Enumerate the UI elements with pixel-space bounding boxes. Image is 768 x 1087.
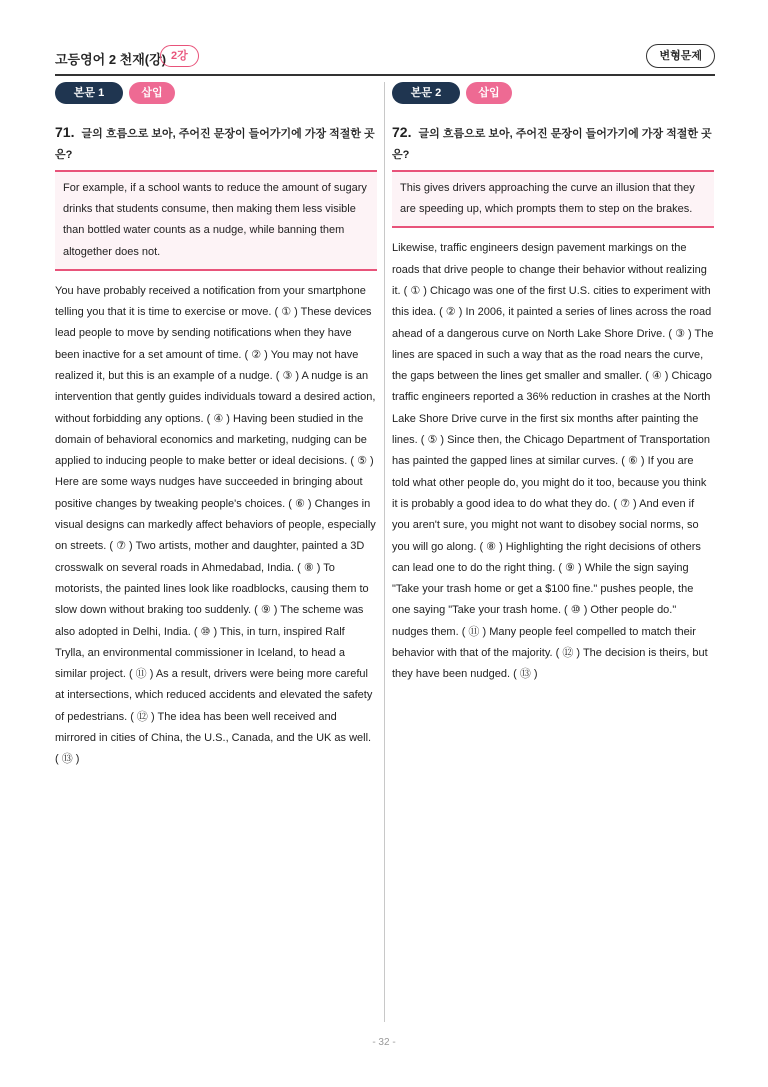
- book-title: 고등영어 2 천재(강): [55, 52, 167, 67]
- lesson-badge: 2강: [160, 45, 199, 67]
- right-column: [392, 82, 714, 686]
- passage-text: Likewise, traffic engineers design pavement markings on the roads that drive people to change their behavior without realizing it. ( ① ) Chicago was one of the first U.S. cities to experiment with this idea. ( ② ) In 2006, it painted a series of lines across the road ahead of a dangerous curve on North Lake Shore Drive. ( ③ ) The lines are spaced in such a way that as the road nears the curve, the gaps between the lines get smaller and smaller. ( ④ ) Chicago traffic engineers reported a 36% reduction in crashes at the North Lake Shore Drive curve in the first six months after painting the lines. ( ⑤ ) Since then, the Chicago Department of Transportation has painted the gapped lines at similar curves. ( ⑥ ) If you are told what other people do, you might do it too, because you think it is probably a good idea to do what they do. ( ⑦ ) And even if you aren't sure, you might not want to disobey social norms, so you will go along. ( ⑧ ) Highlighting the right decisions of others can lead one to do the right thing. ( ⑨ ) While the sign saying "Take your trash home or get a $100 fine." pushes people, the one saying "Take your trash home. ( ⑩ ) Other people do." nudges them. ( ⑪ ) Many people feel compelled to match their behavior with that of the majority. ( ⑫ ) The decision is theirs, but they have been nudged. ( ⑬ ): [392, 242, 714, 681]
- question-type-tag: 삽입: [466, 82, 512, 104]
- right-tags: [392, 82, 714, 104]
- given-sentence-box: This gives drivers approaching the curve an illusion that they are speeding up, which prompts them to step on the brakes.: [392, 170, 714, 228]
- given-sentence-box: For example, if a school wants to reduce the amount of sugary drinks that students consume, then making them less visible than bottled water counts as a nudge, while banning them altogether does not.: [55, 170, 377, 271]
- passage-tag: 본문 1: [55, 82, 123, 104]
- left-tags: [55, 82, 377, 104]
- question-text: 글의 흐름으로 보아, 주어진 문장이 들어가기에 가장 적절한 곳은?: [392, 128, 712, 161]
- passage-tag: 본문 2: [392, 82, 460, 104]
- question-text: 글의 흐름으로 보아, 주어진 문장이 들어가기에 가장 적절한 곳은?: [55, 128, 375, 161]
- question-prompt: [392, 122, 714, 166]
- left-column: [55, 82, 377, 771]
- page-header: [55, 44, 715, 76]
- question-type-tag: 삽입: [129, 82, 175, 104]
- passage-text: You have probably received a notification from your smartphone telling you that it is time to exercise or move. ( ① ) These devices lead people to move by sending notifications when they have been inactive for a set amount of time. ( ② ) You may not have realized it, but this is an example of a nudge. ( ③ ) A nudge is an intervention that gently guides individuals toward a desired action, without forbidding any options. ( ④ ) Having been studied in the domain of behavioral economics and marketing, nudging can be applied to inducing people to make better or ideal decisions. ( ⑤ ) Here are some ways nudges have succeeded in bringing about positive changes by tweaking people's choices. ( ⑥ ) Changes in visual designs can markedly affect behaviors of people, especially on streets. ( ⑦ ) Two artists, mother and daughter, painted a 3D crosswalk on several roads in Ahmedabad, India. ( ⑧ ) To motorists, the painted lines look like roadblocks, causing them to slow down without braking too suddenly. ( ⑨ ) The scheme was also adopted in Delhi, India. ( ⑩ ) This, in turn, inspired Ralf Trylla, an environmental commissioner in Iceland, to head a similar project. ( ⑪ ) As a result, drivers were being more careful at intersections, which reduced accidents and elevated the safety of pedestrians. ( ⑫ ) The idea has been well received and mirrored in cities of China, the U.S., Canada, and the UK as well. ( ⑬ ): [55, 284, 376, 766]
- question-number: 72.: [392, 124, 412, 140]
- question-type-badge: 변형문제: [646, 44, 715, 68]
- column-divider: [384, 82, 385, 1022]
- question-prompt: [55, 122, 377, 166]
- page-number: - 32 -: [372, 1037, 396, 1048]
- question-number: 71.: [55, 124, 75, 140]
